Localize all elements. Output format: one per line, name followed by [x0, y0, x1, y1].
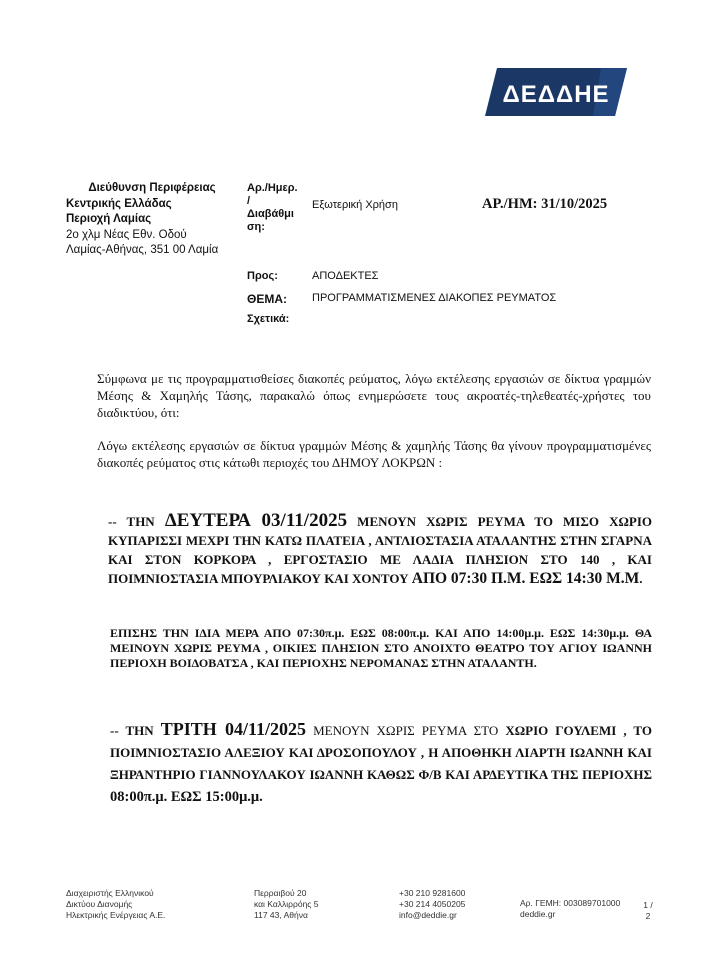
outage-notice-monday — [108, 511, 652, 588]
related-label: Σχετικά: — [247, 313, 290, 325]
footer-line: Διαχειριστής Ελληνικού — [66, 888, 154, 898]
protocol-label — [247, 182, 307, 234]
sender-line: Κεντρικής Ελλάδας — [66, 197, 172, 210]
page-total: 2 — [645, 911, 651, 921]
notice-date: ΤΡΙΤΗ 04/11/2025 — [160, 719, 307, 739]
notice-prefix: -- ΤΗΝ — [110, 723, 161, 738]
footer-gemi: Αρ. ΓΕΜΗ: 003089701000 — [520, 898, 621, 908]
sender-line: Λαμίας-Αθήνας, 351 00 Λαμία — [66, 244, 219, 256]
notice-prefix: -- ΤΗΝ — [108, 514, 165, 529]
footer-email[interactable]: info@deddie.gr — [399, 910, 457, 920]
notice-text: ΜΕΝΟΥΝ ΧΩΡΙΣ ΡΕΥΜΑ ΤΟ ΜΙΣΟ ΧΩΡΙΟ ΚΥΠΑΡΙΣΣΙ ΜΕΧΡΙ ΤΗΝ ΚΑΤΩ ΠΛΑΤΕΙΑ , ΑΝΤΛΙΟΣΤΑΣΙΑ ΑΤΑΛΑΝΤΗΣ ΣΤΗΝ ΣΓΑΡΝΑ ΚΑΙ ΣΤΟΝ ΚΟΡΚΟΡΑ , ΕΡΓΟΣΤΑΣΙΟ ΜΕ ΛΑΔΙΑ ΠΛΗΣΙΟΝ ΣΤΟ 140 , ΚΑΙ ΠΟΙΜΝΙΟΣΤΑΣΙΑ ΜΠΟΥΡΛΙΑΚΟΥ ΚΑΙ ΧΟΝΤΟΥ — [108, 514, 652, 586]
outage-notice-additional: ΕΠΙΣΗΣ ΤΗΝ ΙΔΙΑ ΜΕΡΑ ΑΠΟ 07:30π.μ. ΕΩΣ 08:00π.μ. ΚΑΙ ΑΠΟ 14:00μ.μ. ΕΩΣ 14:30μ.μ. ΘΑ ΜΕΙΝΟΥΝ ΧΩΡΙΣ ΡΕΥΜΑ , ΟΙΚΙΕΣ ΠΛΗΣΙΟΝ ΣΤΟ ΑΝΟΙΧΤΟ ΘΕΑΤΡΟ ΤΟΥ ΑΓΙΟΥ ΙΩΑΝΝΗ ΠΕΡΙΟΧΗ ΒΟΙΔΟΒΑΤΣΑ , ΚΑΙ ΠΕΡΙΟΧΗΣ ΝΕΡΟΜΑΝΑΣ ΣΤΗΝ ΑΤΑΛΑΝΤΗ. — [110, 626, 652, 670]
footer-line: Ηλεκτρικής Ενέργειας Α.Ε. — [66, 910, 166, 920]
notice-time: 08:00π.μ. ΕΩΣ 15:00μ.μ. — [110, 789, 263, 805]
notice-date: ΔΕΥΤΕΡΑ 03/11/2025 — [164, 510, 348, 531]
footer-contact — [399, 888, 519, 921]
notice-suffix: . — [639, 571, 643, 586]
intro-paragraph: Λόγω εκτέλεσης εργασιών σε δίκτυα γραμμών Μέσης & χαμηλής Τάσης θα γίνουν προγραμματισμένες διακοπές ρεύματος στις κάτωθι περιοχές του ΔΗΜΟΥ ΛΟΚΡΩΝ : — [97, 438, 651, 470]
page-number — [640, 900, 656, 922]
protocol-label-line: ση: — [247, 221, 265, 233]
classification-value: Εξωτερική Χρήση — [312, 199, 398, 211]
sender-line: Περιοχή Λαμίας — [66, 213, 152, 225]
footer-registry — [520, 898, 640, 920]
footer-phone: +30 214 4050205 — [399, 899, 466, 909]
footer-line: Δικτύου Διανομής — [66, 899, 133, 909]
footer-line: και Καλλιρρόης 5 — [254, 899, 319, 909]
sender-line: 2ο χλμ Νέας Εθν. Οδού — [66, 228, 187, 241]
footer-line: Περραιβού 20 — [254, 888, 307, 898]
page-current: 1 / — [643, 900, 653, 910]
svg-text:ΔΕΔΔΗΕ: ΔΕΔΔΗΕ — [502, 81, 610, 108]
footer-line: 117 43, Αθήνα — [254, 910, 308, 920]
notice-time: ΑΠΟ 07:30 Π.Μ. ΕΩΣ 14:30 Μ.Μ — [411, 570, 640, 587]
footer-address — [254, 888, 374, 921]
footer-website[interactable]: deddie.gr — [520, 909, 556, 919]
recipient-value: ΑΠΟΔΕΚΤΕΣ — [312, 270, 379, 282]
subject-value: ΠΡΟΓΡΑΜΜΑΤΙΣΜΕΝΕΣ ΔΙΑΚΟΠΕΣ ΡΕΥΜΑΤΟΣ — [312, 292, 557, 304]
protocol-label-line: Αρ./Ημερ. — [247, 182, 298, 194]
subject-label: ΘΕΜΑ: — [247, 292, 287, 306]
protocol-label-line: Διαβάθμι — [247, 208, 294, 220]
protocol-label-line: / — [247, 195, 251, 207]
sender-line: Διεύθυνση Περιφέρειας — [88, 182, 216, 194]
company-logo — [483, 66, 629, 118]
protocol-number-date: ΑΡ./ΗΜ: 31/10/2025 — [482, 196, 608, 212]
intro-paragraph: Σύμφωνα με τις προγραμματισθείσες διακοπές ρεύματος, λόγω εκτέλεσης εργασιών σε δίκτυα γραμμών Μέσης & Χαμηλής Τάσης, παρακαλώ όπως ενημερώσετε τους ακροατές-τηλεθεατές-χρήστες του διαδικτύου, ότι: — [97, 371, 651, 420]
footer-phone: +30 210 9281600 — [399, 888, 466, 898]
recipient-label: Προς: — [247, 270, 278, 282]
notice-text: ΜΕΝΟΥΝ ΧΩΡΙΣ ΡΕΥΜΑ ΣΤΟ — [306, 723, 506, 738]
footer-company — [66, 888, 226, 921]
outage-notice-tuesday — [110, 718, 652, 808]
sender-address — [66, 181, 238, 259]
notice-text-bold: ΧΩΡΙΟ ΓΟΥΛΕΜΙ , ΤΟ ΠΟΙΜΝΙΟΣΤΑΣΙΟ ΑΛΕΞΙΟΥ ΚΑΙ ΔΡΟΣΟΠΟΥΛΟΥ , Η ΑΠΟΘΗΚΗ ΛΙΑΡΤΗ ΙΩΑΝΝΗ ΚΑΙ ΞΗΡΑΝΤΗΡΙΟ ΓΙΑΝΝΟΥΛΑΚΟΥ ΙΩΑΝΝΗ ΚΑΘΩΣ Φ/Β ΚΑΙ ΑΡΔΕΥΤΙΚΑ ΤΗΣ ΠΕΡΙΟΧΗΣ — [110, 723, 652, 782]
